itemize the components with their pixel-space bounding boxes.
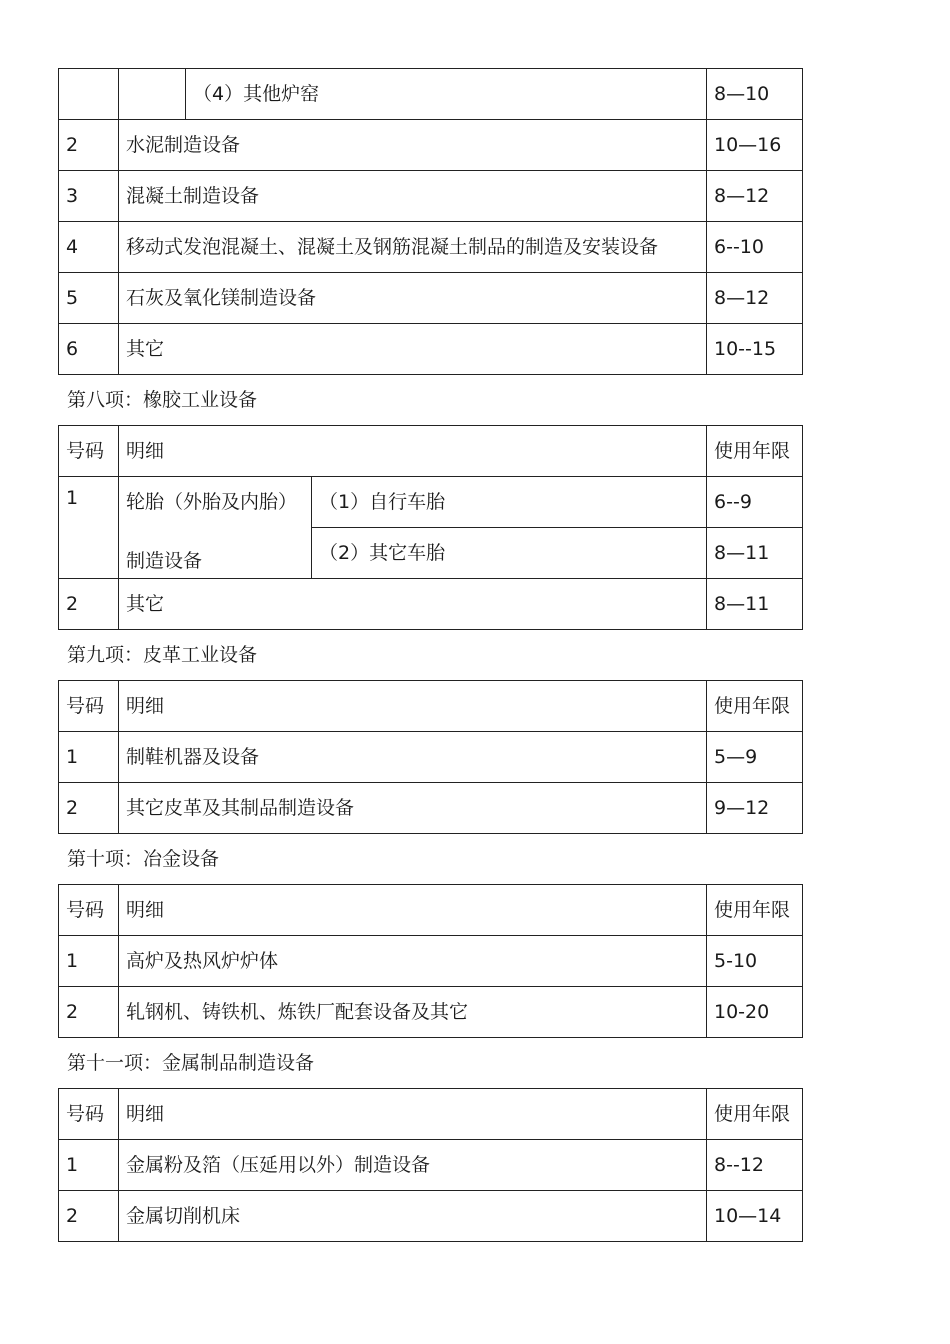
- section-heading-leather: 第九项：皮革工业设备: [67, 644, 258, 666]
- header-detail: 明细: [119, 426, 707, 477]
- cell-no: 2: [59, 987, 119, 1038]
- header-years: 使用年限: [707, 885, 803, 936]
- table-row: [59, 324, 803, 375]
- table-row: [59, 1140, 803, 1191]
- cell-years: 10--15: [707, 324, 803, 375]
- table-header-row: [59, 1089, 803, 1140]
- table-row: [59, 783, 803, 834]
- cell-detail: 金属切削机床: [119, 1191, 707, 1242]
- cell-detail: 高炉及热风炉炉体: [119, 936, 707, 987]
- cell-detail: 混凝土制造设备: [119, 171, 707, 222]
- cell-group: [119, 477, 312, 579]
- cell-no: 2: [59, 1191, 119, 1242]
- cell-detail: 金属粉及箔（压延用以外）制造设备: [119, 1140, 707, 1191]
- header-no: 号码: [59, 426, 119, 477]
- table-header-row: [59, 681, 803, 732]
- cell-years: 8—11: [707, 579, 803, 630]
- cell-detail: （2）其它车胎: [312, 528, 707, 579]
- table-header-row: [59, 426, 803, 477]
- cell-no: 1: [59, 477, 119, 579]
- cell-detail: 轧钢机、铸铁机、炼铁厂配套设备及其它: [119, 987, 707, 1038]
- section-heading-metal-products: 第十一项：金属制品制造设备: [67, 1052, 315, 1074]
- cell-no: 6: [59, 324, 119, 375]
- cell-years: 6--10: [707, 222, 803, 273]
- group-line-1: 轮胎（外胎及内胎）: [126, 491, 298, 513]
- cell-years: 6--9: [707, 477, 803, 528]
- cell-years: 8--12: [707, 1140, 803, 1191]
- section-heading-rubber: 第八项：橡胶工业设备: [67, 389, 258, 411]
- cell-detail: （4）其他炉窑: [186, 69, 707, 120]
- table-row: [59, 477, 803, 528]
- cell-detail: 移动式发泡混凝土、混凝土及钢筋混凝土制品的制造及安装设备: [119, 222, 707, 273]
- header-detail: 明细: [119, 1089, 707, 1140]
- table-row: [59, 171, 803, 222]
- table-row: [59, 936, 803, 987]
- header-detail: 明细: [119, 681, 707, 732]
- table-header-row: [59, 885, 803, 936]
- cell-no: 3: [59, 171, 119, 222]
- table-row: [59, 579, 803, 630]
- header-years: 使用年限: [707, 1089, 803, 1140]
- table-row: [59, 69, 803, 120]
- cell-years: 10-20: [707, 987, 803, 1038]
- table-metallurgy: [58, 884, 803, 1038]
- table-rubber: [58, 425, 803, 630]
- header-years: 使用年限: [707, 681, 803, 732]
- cell-years: 9—12: [707, 783, 803, 834]
- header-no: 号码: [59, 681, 119, 732]
- cell-years: 8—12: [707, 171, 803, 222]
- cell-detail: 石灰及氧化镁制造设备: [119, 273, 707, 324]
- cell-no: 1: [59, 1140, 119, 1191]
- document-body: [58, 68, 802, 1242]
- header-years: 使用年限: [707, 426, 803, 477]
- table-row: [59, 1191, 803, 1242]
- cell-no: 2: [59, 120, 119, 171]
- cell-years: 8—12: [707, 273, 803, 324]
- header-detail: 明细: [119, 885, 707, 936]
- cell-no: 4: [59, 222, 119, 273]
- cell-detail: 其它: [119, 579, 707, 630]
- cell-detail: 水泥制造设备: [119, 120, 707, 171]
- table-row: [59, 987, 803, 1038]
- cell-years: 10—14: [707, 1191, 803, 1242]
- cell-no: 2: [59, 579, 119, 630]
- table-row: [59, 273, 803, 324]
- cell-detail: 其它皮革及其制品制造设备: [119, 783, 707, 834]
- cell-years: 5-10: [707, 936, 803, 987]
- cell-detail: （1）自行车胎: [312, 477, 707, 528]
- cell-detail: 制鞋机器及设备: [119, 732, 707, 783]
- cell-years: 5—9: [707, 732, 803, 783]
- cell-years: 8—10: [707, 69, 803, 120]
- table-row: [59, 222, 803, 273]
- header-no: 号码: [59, 885, 119, 936]
- cell-years: 10—16: [707, 120, 803, 171]
- table-leather: [58, 680, 803, 834]
- cell-no: [59, 69, 119, 120]
- cell-no: 1: [59, 732, 119, 783]
- cell-no: 1: [59, 936, 119, 987]
- cell-detail: 其它: [119, 324, 707, 375]
- group-line-2: 制造设备: [126, 550, 203, 573]
- header-no: 号码: [59, 1089, 119, 1140]
- table-row: [59, 732, 803, 783]
- cell-no: 2: [59, 783, 119, 834]
- section-heading-metallurgy: 第十项：冶金设备: [67, 848, 220, 870]
- cell-years: 8—11: [707, 528, 803, 579]
- cell-sub: [119, 69, 186, 120]
- table-continued: [58, 68, 803, 375]
- table-metal-products: [58, 1088, 803, 1242]
- cell-no: 5: [59, 273, 119, 324]
- table-row: [59, 120, 803, 171]
